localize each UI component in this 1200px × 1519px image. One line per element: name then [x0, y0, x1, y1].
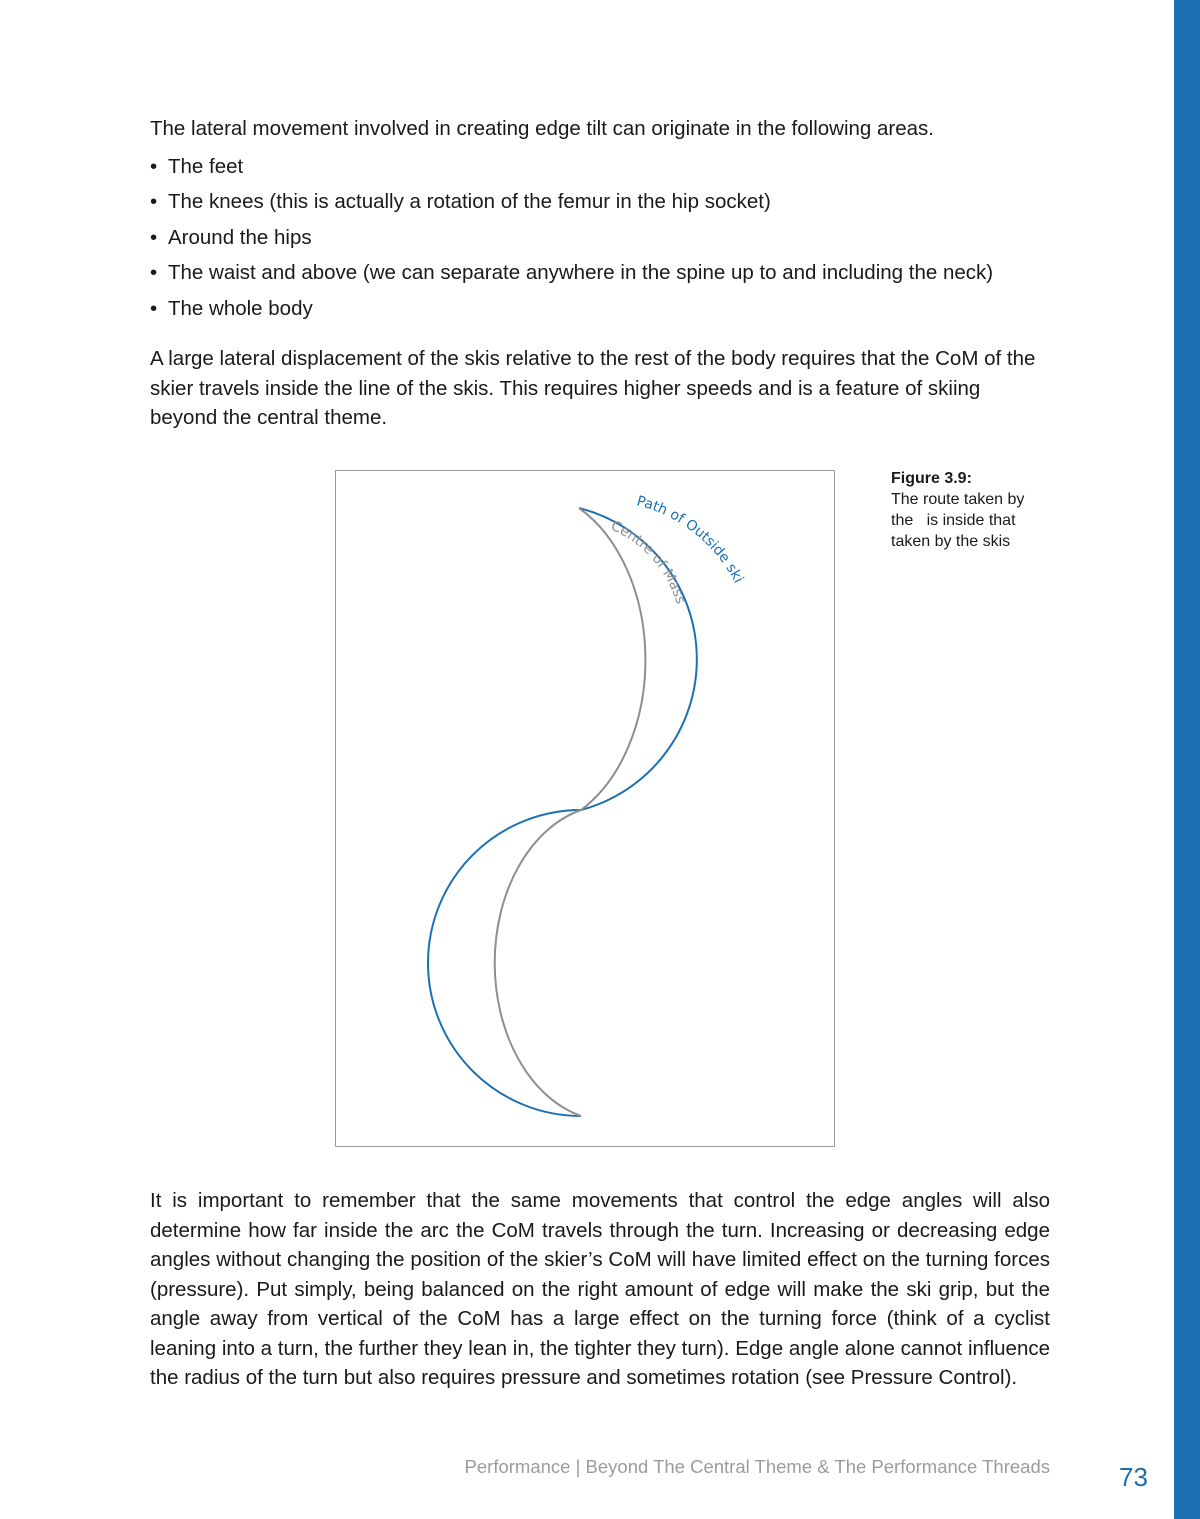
caption-title: Figure 3.9:	[891, 470, 972, 487]
figure-caption	[891, 468, 1071, 552]
bullet-glyph: •	[150, 190, 158, 213]
centre-of-mass-path	[495, 508, 646, 1116]
caption-line: the is inside that	[891, 512, 1016, 529]
bullet-list	[150, 149, 1050, 327]
bullet-glyph: •	[150, 261, 158, 284]
bullet-glyph: •	[150, 225, 158, 249]
list-item: • Around the hips	[150, 220, 1050, 256]
list-item: • The waist and above (we can separate anywhere in the spine up to and including the neck)	[150, 255, 1050, 291]
centre-of-mass-label: Centre of Mass	[608, 517, 689, 606]
bullet-glyph: •	[150, 154, 158, 178]
caption-line: taken by the skis	[891, 533, 1011, 550]
page-number: 73	[1119, 1462, 1148, 1492]
intro-section	[150, 114, 1050, 326]
intro-lead: The lateral movement involved in creating edge tilt can originate in the following areas.	[150, 117, 934, 140]
running-footer: Performance | Beyond The Central Theme & The Performance Threads	[464, 1456, 1050, 1477]
side-accent-bar	[1174, 0, 1200, 1519]
bullet-glyph: •	[150, 296, 158, 320]
list-item: • The whole body	[150, 291, 1050, 327]
figure-3-9-diagram	[335, 470, 835, 1147]
outside-ski-path	[428, 508, 697, 1116]
list-item: • The feet	[150, 149, 1050, 185]
body-paragraph-2: A large lateral displacement of the skis relative to the rest of the body requires that the CoM of the skier travels inside the line of the skis. This requires higher speeds and is a feature of skiing beyond the central theme.	[150, 347, 1036, 429]
outside-ski-label: Path of Outside ski	[634, 493, 747, 586]
body-paragraph-3: It is important to remember that the same movements that control the edge angles will also determine how far inside the arc the CoM travels through the turn. Increasing or decreasing edge angles without changing the position of the skier’s CoM will have limited effect on the turning forces (pressure). Put simply, being balanced on the right amount of edge will make the ski grip, but the angle away from vertical of the CoM has a large effect on the turning force (think of a cyclist leaning into a turn, the further they lean in, the tighter they turn). Edge angle alone cannot influence the radius of the turn but also requires pressure and sometimes rotation (see Pressure Control).	[150, 1189, 1050, 1389]
turn-paths-svg	[336, 471, 836, 1148]
list-item: • The knees (this is actually a rotation of the femur in the hip socket)	[150, 184, 1050, 220]
caption-line: The route taken by	[891, 491, 1025, 508]
